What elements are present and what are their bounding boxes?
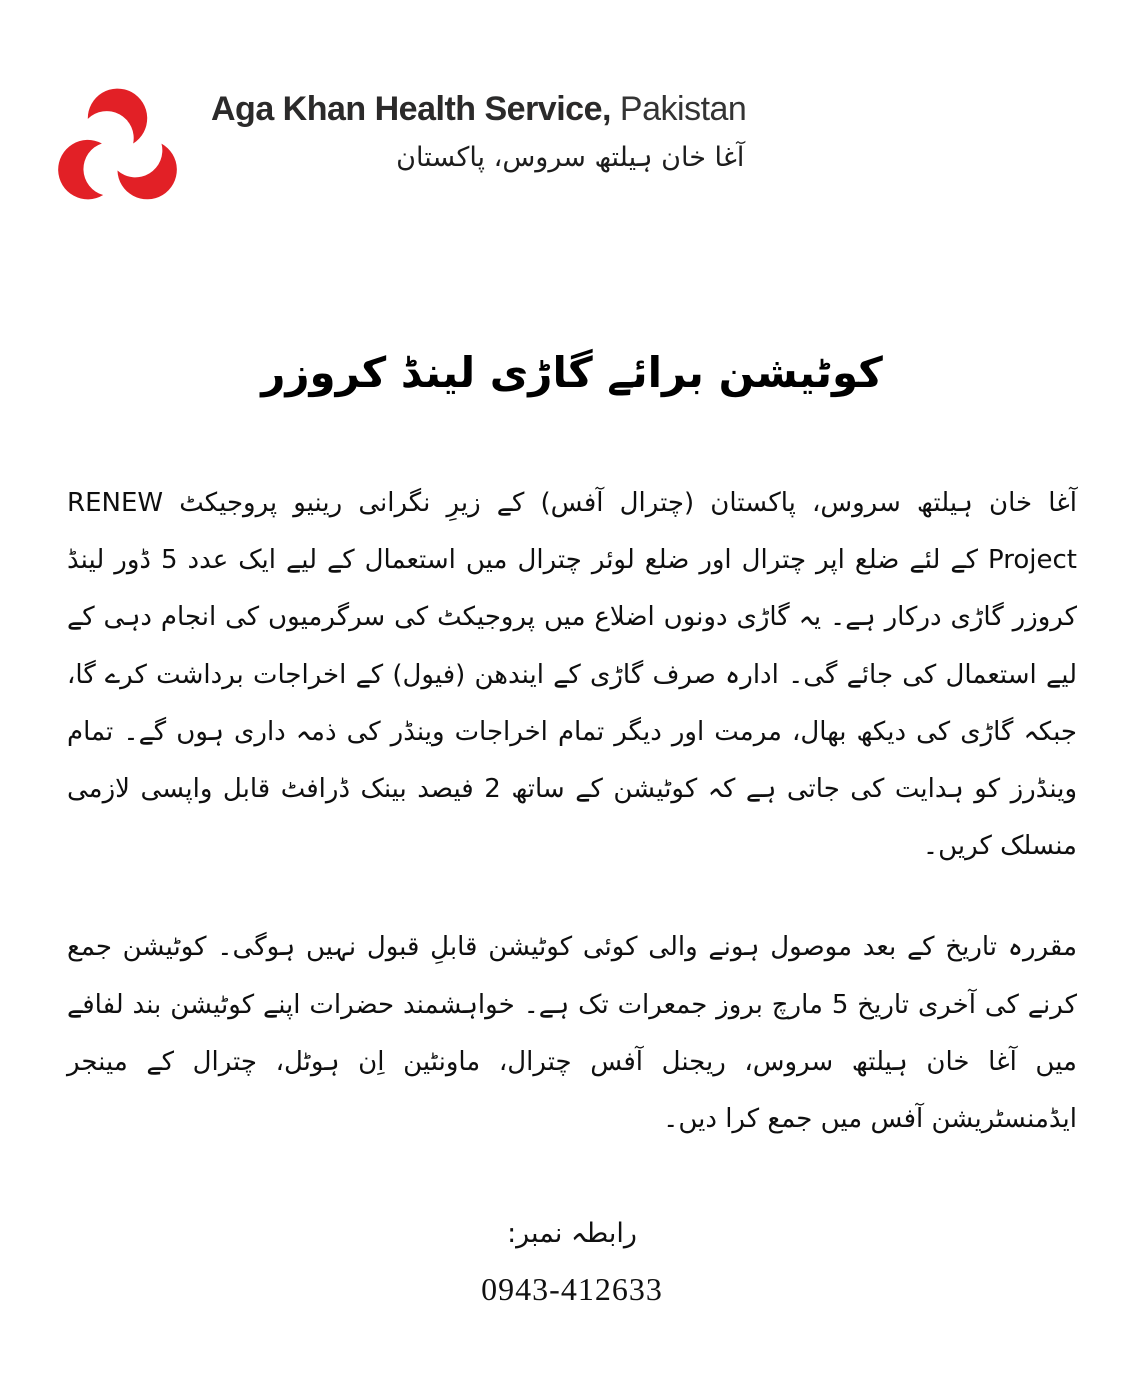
org-name-english-bold: Aga Khan Health Service, — [211, 90, 611, 128]
org-name-block — [211, 85, 746, 173]
document-body — [67, 348, 1077, 1308]
akhsp-trefoil-logo-icon — [50, 85, 185, 220]
contact-label: رابطہ نمبر: — [507, 1218, 637, 1250]
org-name-english-regular: Pakistan — [619, 90, 747, 128]
trefoil-petals — [50, 89, 185, 211]
paragraph-vehicle-requirement: آغا خان ہیلتھ سروس، پاکستان (چترال آفس) کے زیرِ نگرانی رینیو پروجیکٹ RENEW Project کے لئے ضلع اپر چترال اور ضلع لوئر چترال میں استعمال کے لیے ایک عدد 5 ڈور لینڈ کروزر گاڑی درکار ہے۔ یہ گاڑی دونوں اضلاع میں پروجیکٹ کی سرگرمیوں کی انجام دہی کے لیے استعمال کی جائے گی۔ ادارہ صرف گاڑی کے ایندھن (فیول) کے اخراجات برداشت کرے گا، جبکہ گاڑی کی دیکھ بھال، مرمت اور دیگر تمام اخراجات وینڈر کی ذمہ داری ہوں گے۔ تمام وینڈرز کو ہدایت کی جاتی ہے کہ کوٹیشن کے ساتھ 2 فیصد بینک ڈرافٹ قابل واپسی لازمی منسلک کریں۔ — [67, 488, 1077, 862]
contact-section — [67, 1218, 1077, 1308]
contact-phone-number: 0943-412633 — [481, 1271, 663, 1308]
letterhead — [50, 85, 746, 220]
org-name-english — [211, 91, 746, 128]
document-title: کوٹیشن برائے گاڑی لینڈ کروزر — [261, 348, 883, 397]
org-name-urdu: آغا خان ہیلتھ سروس، پاکستان — [396, 142, 745, 174]
paragraph-submission-instructions: مقررہ تاریخ کے بعد موصول ہونے والی کوئی کوٹیشن قابلِ قبول نہیں ہوگی۔ کوٹیشن جمع کرنے کی آخری تاریخ 5 مارچ بروز جمعرات تک ہے۔ خواہشمند حضرات اپنے کوٹیشن بند لفافے میں آغا خان ہیلتھ سروس، ریجنل آفس چترال، ماونٹین اِن ہوٹل، چترال کے مینجر ایڈمنسٹریشن آفس میں جمع کرا دیں۔ — [67, 932, 1077, 1134]
